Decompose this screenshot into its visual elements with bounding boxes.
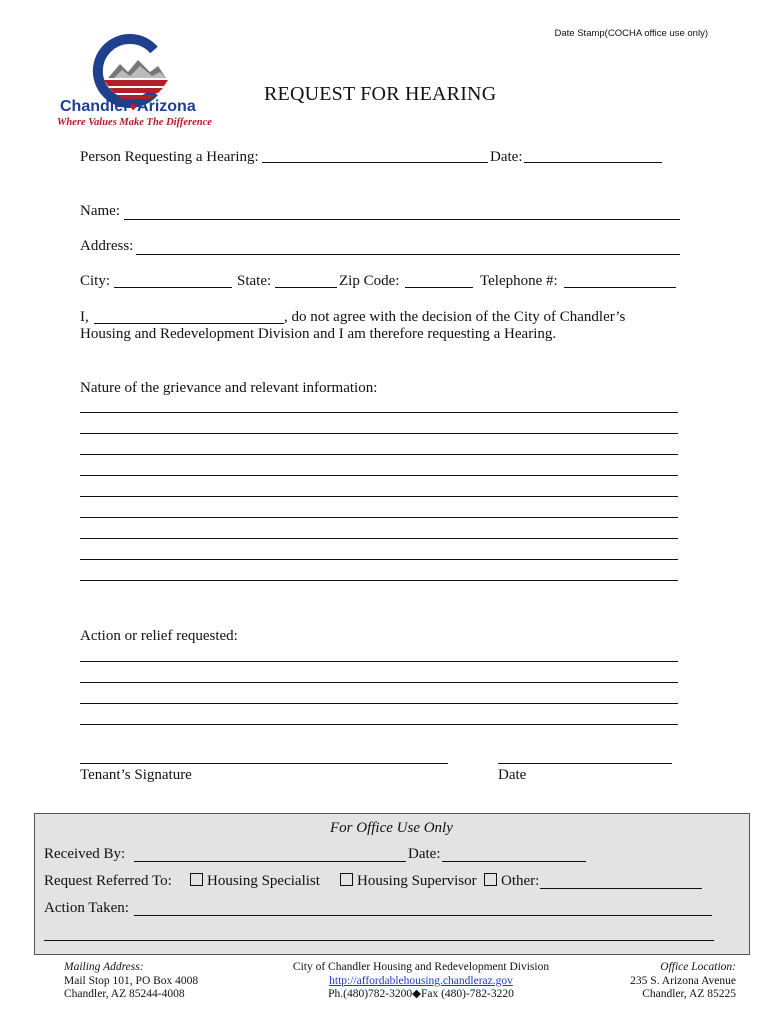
relief-line[interactable]: [80, 682, 678, 683]
telephone-label: Telephone #:: [480, 273, 558, 289]
office-use-heading: For Office Use Only: [330, 820, 453, 836]
relief-label: Action or relief requested:: [80, 628, 238, 644]
other-field[interactable]: [540, 888, 702, 889]
date-label: Date:: [490, 149, 523, 165]
statement-line2: Housing and Redevelopment Division and I am therefore requesting a Hearing.: [80, 326, 557, 342]
checkbox-other[interactable]: [484, 873, 497, 886]
person-requesting-field[interactable]: [262, 162, 488, 163]
signature-label: Tenant’s Signature: [80, 767, 192, 783]
option-housing-specialist-label: Housing Specialist: [207, 873, 320, 889]
grievance-line[interactable]: [80, 580, 678, 581]
office-location: [630, 961, 736, 1002]
website-link[interactable]: http://affordablehousing.chandleraz.gov: [329, 974, 513, 987]
grievance-line[interactable]: [80, 559, 678, 560]
relief-line[interactable]: [80, 661, 678, 662]
statement-prefix: I,: [80, 309, 89, 325]
received-by-field[interactable]: [134, 861, 406, 862]
name-field[interactable]: [124, 219, 680, 220]
action-taken-field[interactable]: [134, 915, 712, 916]
grievance-line[interactable]: [80, 538, 678, 539]
state-field[interactable]: [275, 287, 337, 288]
office-date-field[interactable]: [442, 861, 586, 862]
referred-to-label: Request Referred To:: [44, 873, 172, 889]
option-housing-specialist[interactable]: [190, 873, 320, 890]
date-stamp-label: Date Stamp(COCHA office use only): [554, 28, 708, 39]
mailing-address-line2: Chandler, AZ 85244-4008: [64, 988, 185, 1000]
address-field[interactable]: [136, 254, 680, 255]
grievance-line[interactable]: [80, 496, 678, 497]
date-field[interactable]: [524, 162, 662, 163]
grievance-line[interactable]: [80, 475, 678, 476]
mailing-address-line1: Mail Stop 101, PO Box 4008: [64, 974, 199, 987]
office-location-heading: Office Location:: [660, 961, 736, 973]
division-info: [280, 961, 562, 1002]
division-name: City of Chandler Housing and Redevelopment Division: [292, 961, 550, 973]
logo-name: Chandler: [60, 98, 130, 115]
signature-field[interactable]: [80, 763, 448, 764]
relief-line[interactable]: [80, 703, 678, 704]
phone-fax: Ph.(480)782-3200◆Fax (480)-782-3220: [328, 988, 514, 1000]
mailing-address-heading: Mailing Address:: [64, 961, 144, 973]
zip-code-field[interactable]: [405, 287, 473, 288]
signature-date-label: Date: [498, 767, 527, 783]
option-other-label: Other:: [501, 873, 540, 889]
grievance-line[interactable]: [80, 517, 678, 518]
address-label: Address:: [80, 238, 134, 254]
statement-line1: , do not agree with the decision of the City of Chandler’s: [284, 309, 626, 325]
logo-diamond-icon: ◆: [129, 101, 138, 112]
option-housing-supervisor-label: Housing Supervisor: [357, 873, 477, 889]
zip-code-label: Zip Code:: [339, 273, 400, 289]
page-title: REQUEST FOR HEARING: [264, 83, 497, 105]
city-label: City:: [80, 273, 111, 289]
office-location-line2: Chandler, AZ 85225: [642, 988, 736, 1000]
logo-state: Arizona: [137, 98, 196, 115]
person-requesting-label: Person Requesting a Hearing:: [80, 149, 259, 165]
state-label: State:: [237, 273, 272, 289]
grievance-label: Nature of the grievance and relevant information:: [80, 380, 378, 396]
relief-line[interactable]: [80, 724, 678, 725]
statement-name-field[interactable]: [94, 323, 284, 324]
city-field[interactable]: [114, 287, 232, 288]
action-taken-field-2[interactable]: [44, 940, 714, 941]
telephone-field[interactable]: [564, 287, 676, 288]
logo-tagline: Where Values Make The Difference: [57, 117, 212, 128]
office-location-line1: 235 S. Arizona Avenue: [630, 974, 736, 987]
logo-wordmark: [60, 98, 196, 116]
name-label: Name:: [80, 203, 120, 219]
action-taken-label: Action Taken:: [44, 900, 129, 916]
office-date-label: Date:: [408, 846, 441, 862]
received-by-label: Received By:: [44, 846, 126, 862]
option-housing-supervisor[interactable]: [340, 873, 477, 890]
signature-date-field[interactable]: [498, 763, 672, 764]
grievance-line[interactable]: [80, 454, 678, 455]
option-other[interactable]: [484, 873, 539, 890]
grievance-line[interactable]: [80, 433, 678, 434]
grievance-line[interactable]: [80, 412, 678, 413]
mailing-address: [64, 961, 198, 1002]
checkbox-housing-specialist[interactable]: [190, 873, 203, 886]
checkbox-housing-supervisor[interactable]: [340, 873, 353, 886]
